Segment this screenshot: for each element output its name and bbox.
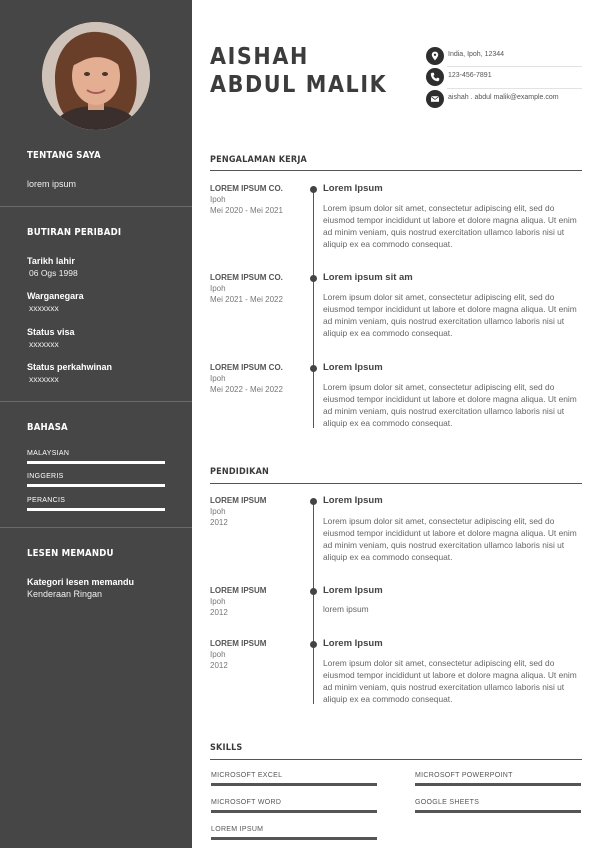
portrait-image xyxy=(42,22,150,130)
language-label: PERANCIS xyxy=(27,497,66,504)
education-location: Ipoh xyxy=(210,597,226,606)
experience-org: LOREM IPSUM CO. xyxy=(210,363,283,372)
sidebar xyxy=(0,0,192,848)
education-title: Lorem Ipsum xyxy=(323,495,383,506)
education-location: Ipoh xyxy=(210,650,226,659)
email-text: aishah . abdul malik@example.com xyxy=(448,94,559,101)
experience-location: Ipoh xyxy=(210,195,226,204)
section-divider xyxy=(210,170,582,171)
education-location: Ipoh xyxy=(210,507,226,516)
sidebar-divider xyxy=(0,401,192,402)
education-org: LOREM IPSUM xyxy=(210,496,267,505)
education-description: lorem ipsum xyxy=(323,604,369,614)
experience-title: Lorem ipsum sit am xyxy=(323,272,413,283)
skill-bar xyxy=(415,783,581,786)
education-description: Lorem ipsum dolor sit amet, consectetur adipiscing elit, sed do eiusmod tempor incididunt ut labore et dolore magna aliqua. Ut enim ad minim veniam, quis nostrud exercitation ullamco laboris nisi ut aliquip ex ea commodo consequat. xyxy=(323,658,577,704)
language-heading: BAHASA xyxy=(27,422,68,433)
first-name: AISHAH xyxy=(210,44,309,70)
experience-description: Lorem ipsum dolor sit amet, consectetur adipiscing elit, sed do eiusmod tempor incididunt ut labore et dolore magna aliqua. Ut enim ad minim veniam, quis nostrud exercitation ullamco laboris nisi ut aliquip ex ea commodo consequat. xyxy=(323,382,577,428)
education-title: Lorem Ipsum xyxy=(323,585,383,596)
visa-value: xxxxxxx xyxy=(29,339,59,349)
contact-divider xyxy=(447,66,582,67)
profile-photo xyxy=(42,22,150,130)
experience-heading: PENGALAMAN KERJA xyxy=(210,155,308,165)
education-heading: PENDIDIKAN xyxy=(210,467,270,477)
license-label: Kategori lesen memandu xyxy=(27,577,135,587)
timeline-dot xyxy=(310,186,317,193)
skills-heading: SKILLS xyxy=(210,743,243,753)
sidebar-divider xyxy=(0,527,192,528)
contact-phone xyxy=(426,68,582,88)
skill-label: MICROSOFT WORD xyxy=(211,799,282,806)
contact-address xyxy=(426,47,582,67)
section-divider xyxy=(210,483,582,484)
skill-label: GOOGLE SHEETS xyxy=(415,799,480,806)
education-date: 2012 xyxy=(210,661,228,670)
experience-date: Mei 2020 - Mei 2021 xyxy=(210,206,283,215)
contact-email xyxy=(426,90,582,110)
email-icon xyxy=(426,90,444,108)
experience-date: Mei 2022 - Mei 2022 xyxy=(210,385,283,394)
experience-title: Lorem Ipsum xyxy=(323,183,383,194)
education-timeline xyxy=(313,499,314,704)
language-bar xyxy=(27,484,165,487)
language-label: MALAYSIAN xyxy=(27,450,70,457)
phone-text: 123-456-7891 xyxy=(448,72,492,79)
education-description: Lorem ipsum dolor sit amet, consectetur adipiscing elit, sed do eiusmod tempor incididunt ut labore et dolore magna aliqua. Ut enim ad minim veniam, quis nostrud exercitation ullamco laboris nisi ut aliquip ex ea commodo consequat. xyxy=(323,516,577,562)
experience-timeline xyxy=(313,186,314,428)
timeline-dot xyxy=(310,275,317,282)
language-bar xyxy=(27,508,165,511)
skill-bar xyxy=(211,837,377,840)
timeline-dot xyxy=(310,498,317,505)
sidebar-divider xyxy=(0,206,192,207)
marital-value: xxxxxxx xyxy=(29,374,59,384)
language-label: INGGERIS xyxy=(27,473,64,480)
visa-label: Status visa xyxy=(27,327,75,337)
education-date: 2012 xyxy=(210,608,228,617)
phone-icon xyxy=(426,68,444,86)
last-name: ABDUL MALIK xyxy=(210,72,388,98)
contact-divider xyxy=(447,88,582,89)
experience-location: Ipoh xyxy=(210,284,226,293)
experience-title: Lorem Ipsum xyxy=(323,362,383,373)
experience-org: LOREM IPSUM CO. xyxy=(210,273,283,282)
citizenship-value: xxxxxxx xyxy=(29,303,59,313)
birthdate-label: Tarikh lahir xyxy=(27,256,75,266)
license-value: Kenderaan Ringan xyxy=(27,589,103,599)
experience-description: Lorem ipsum dolor sit amet, consectetur adipiscing elit, sed do eiusmod tempor incididunt ut labore et dolore magna aliqua. Ut enim ad minim veniam, quis nostrud exercitation ullamco laboris nisi ut aliquip ex ea commodo consequat. xyxy=(323,203,577,249)
marital-label: Status perkahwinan xyxy=(27,362,113,372)
citizenship-label: Warganegara xyxy=(27,291,84,301)
about-heading: TENTANG SAYA xyxy=(27,150,101,161)
about-text: lorem ipsum xyxy=(27,179,77,189)
education-org: LOREM IPSUM xyxy=(210,639,267,648)
education-title: Lorem Ipsum xyxy=(323,638,383,649)
experience-location: Ipoh xyxy=(210,374,226,383)
skill-bar xyxy=(415,810,581,813)
skill-bar xyxy=(211,810,377,813)
birthdate-value: 06 Ogs 1998 xyxy=(29,268,78,278)
skill-label: MICROSOFT EXCEL xyxy=(211,772,283,779)
section-divider xyxy=(210,759,582,760)
timeline-dot xyxy=(310,588,317,595)
experience-description: Lorem ipsum dolor sit amet, consectetur adipiscing elit, sed do eiusmod tempor incididunt ut labore et dolore magna aliqua. Ut enim ad minim veniam, quis nostrud exercitation ullamco laboris nisi ut aliquip ex ea commodo consequat. xyxy=(323,292,577,338)
language-bar xyxy=(27,461,165,464)
timeline-dot xyxy=(310,641,317,648)
address-text: India, Ipoh, 12344 xyxy=(448,51,505,58)
experience-date: Mei 2021 - Mei 2022 xyxy=(210,295,283,304)
skill-label: LOREM IPSUM xyxy=(211,826,264,833)
education-org: LOREM IPSUM xyxy=(210,586,267,595)
experience-org: LOREM IPSUM CO. xyxy=(210,184,283,193)
skill-bar xyxy=(211,783,377,786)
timeline-dot xyxy=(310,365,317,372)
personal-heading: BUTIRAN PERIBADI xyxy=(27,227,122,238)
education-date: 2012 xyxy=(210,518,228,527)
license-heading: LESEN MEMANDU xyxy=(27,548,114,559)
location-icon xyxy=(426,47,444,65)
skill-label: MICROSOFT POWERPOINT xyxy=(415,772,513,779)
